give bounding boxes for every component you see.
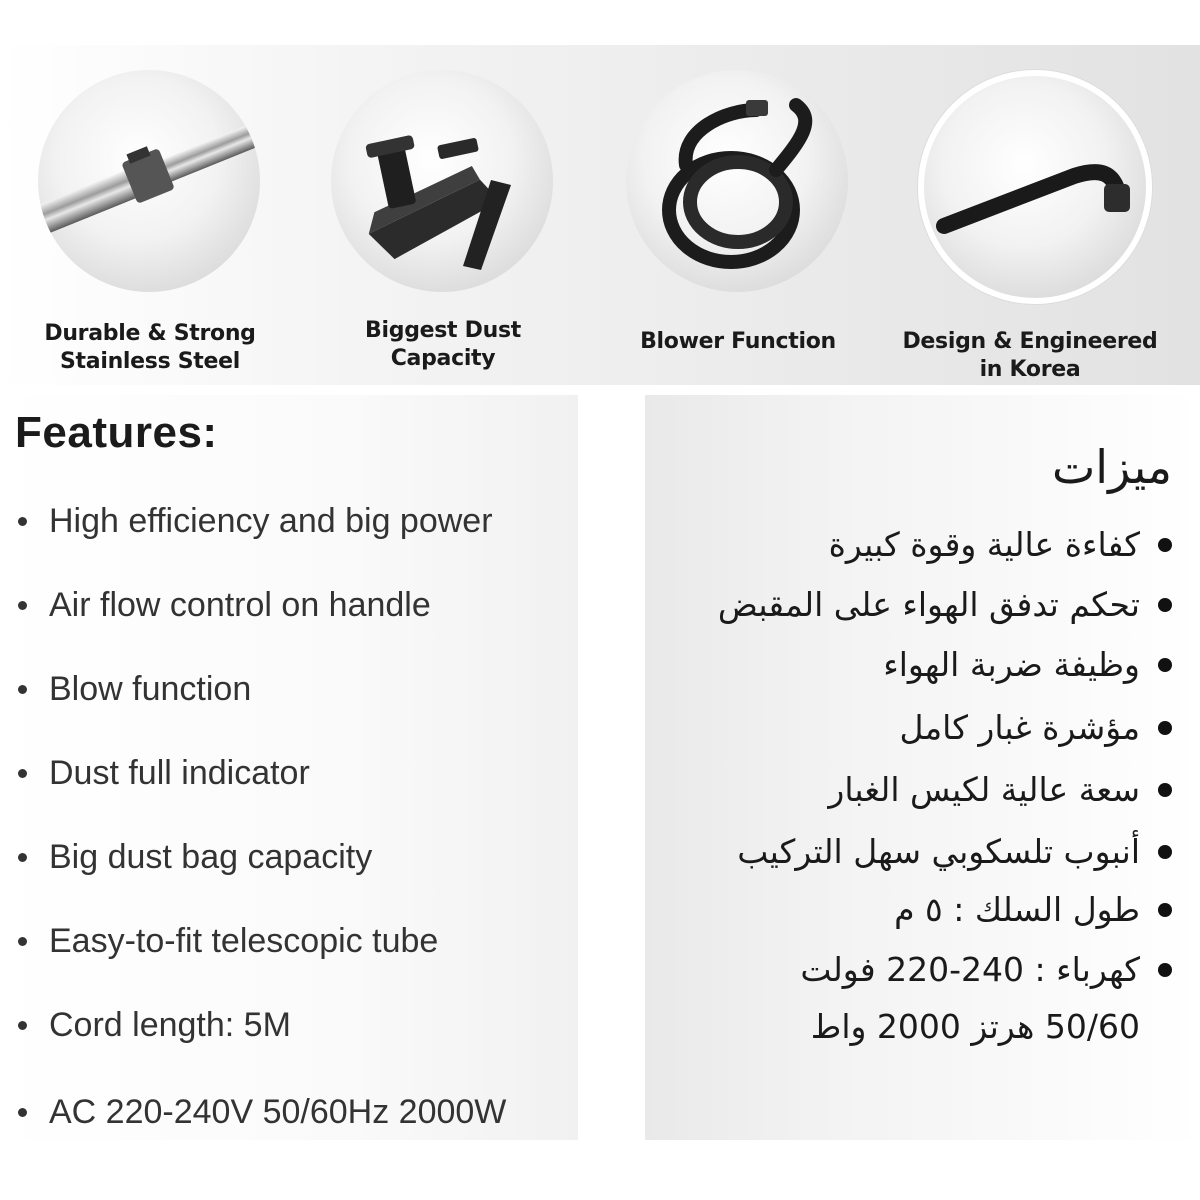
bullet-icon (18, 685, 27, 694)
hose-image (626, 70, 848, 292)
feature-item-en: Easy-to-fit telescopic tube (18, 922, 438, 961)
feature-tile-dust-capacity (313, 70, 573, 390)
bullet-icon (1158, 783, 1172, 797)
feature-tile-korea (900, 70, 1160, 390)
feature-item-ar: طول السلك : ٥ م (894, 890, 1172, 929)
steel-tube-image (38, 70, 260, 292)
feature-item-en: Big dust bag capacity (18, 838, 372, 877)
feature-item-ar: وظيفة ضربة الهواء (883, 645, 1172, 684)
feature-item-ar: مؤشرة غبار كامل (900, 708, 1173, 747)
tile-label: Biggest Dust Capacity (365, 318, 521, 371)
bullet-icon (1158, 538, 1172, 552)
bullet-icon (18, 937, 27, 946)
feature-tile-stainless-steel (20, 70, 280, 390)
bullet-icon (1158, 658, 1172, 672)
features-heading-ar: ميزات (1052, 440, 1172, 494)
bullet-icon (18, 517, 27, 526)
curved-handle-image (918, 70, 1152, 304)
bullet-icon (1158, 845, 1172, 859)
tile-label: Blower Function (640, 329, 836, 354)
bullet-icon (18, 769, 27, 778)
tile-label: Design & Engineered in Korea (902, 329, 1158, 382)
bullet-icon (1158, 721, 1172, 735)
feature-item-ar: أنبوب تلسكوبي سهل التركيب (737, 832, 1172, 871)
tile-label: Durable & Strong Stainless Steel (44, 321, 256, 374)
feature-item-ar-continuation: 50/60 هرتز 2000 واط (810, 1007, 1140, 1046)
feature-item-en: Air flow control on handle (18, 586, 431, 625)
bullet-icon (1158, 963, 1172, 977)
feature-item-en: High efficiency and big power (18, 502, 493, 541)
bullet-icon (18, 853, 27, 862)
feature-item-en: Cord length: 5M (18, 1006, 291, 1045)
feature-item-en: Blow function (18, 670, 251, 709)
bullet-icon (18, 1021, 27, 1030)
feature-tile-blower (608, 70, 868, 390)
feature-item-ar: كفاءة عالية وقوة كبيرة (829, 525, 1172, 564)
bullet-icon (1158, 903, 1172, 917)
feature-item-ar: سعة عالية لكيس الغبار (828, 770, 1172, 809)
bullet-icon (18, 1108, 27, 1117)
features-heading: Features: (15, 408, 218, 457)
feature-item-en: Dust full indicator (18, 754, 310, 793)
bullet-icon (1158, 598, 1172, 612)
feature-item-en: AC 220-240V 50/60Hz 2000W (18, 1093, 506, 1132)
bullet-icon (18, 601, 27, 610)
feature-item-ar: كهرباء : 240-220 فولت (800, 950, 1172, 989)
feature-item-ar: تحكم تدفق الهواء على المقبض (718, 585, 1172, 624)
floor-nozzle-image (331, 70, 553, 292)
